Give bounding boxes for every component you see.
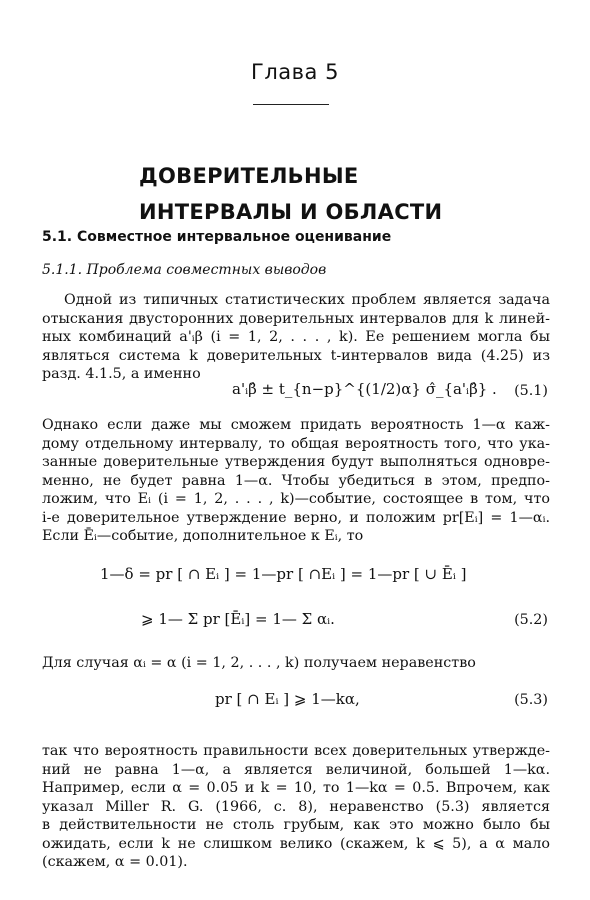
equation-5-2-line2: ⩾ 1— Σ pr [Ēᵢ] = 1— Σ αᵢ. — [141, 610, 335, 628]
paragraph-1 — [42, 291, 550, 384]
chapter-divider — [253, 104, 329, 105]
text-line: являться система k доверительных t-интервалов вида (4.25) из — [42, 347, 550, 364]
text-line: Одной из типичных статистических проблем является задача — [64, 292, 550, 308]
equation-number-5-3: (5.3) — [514, 692, 548, 708]
text-line: отыскания двусторонних доверительных интервалов для k линей- — [42, 310, 550, 327]
section-heading: 5.1. Совместное интервальное оценивание — [42, 229, 392, 245]
paragraph-2 — [42, 416, 550, 546]
text-line: так что вероятность правильности всех доверительных утвержде- — [42, 743, 550, 759]
text-line: разд. 4.1.5, а именно — [42, 366, 201, 382]
text-line: Однако если даже мы сможем придать вероятность 1—α каж- — [42, 417, 550, 433]
chapter-title-line2: ИНТЕРВАЛЫ И ОБЛАСТИ — [139, 200, 443, 224]
text-line: ний не равна 1—α, а является величиной, большей 1—kα. — [42, 761, 550, 778]
equation-number-5-1: (5.1) — [514, 383, 548, 399]
text-line: менно, не будет равна 1—α. Чтобы убедиться в этом, предпо- — [42, 472, 550, 489]
subsection-heading: 5.1.1. Проблема совместных выводов — [42, 262, 327, 278]
text-line: i-е доверительное утверждение верно, и положим pr[Eᵢ] = 1—αᵢ. — [42, 509, 550, 526]
text-line: ложим, что Eᵢ (i = 1, 2, . . . , k)—событие, состоящее в том, что — [42, 491, 550, 507]
text-line: дому отдельному интервалу, то общая вероятность того, что ука- — [42, 435, 550, 452]
text-line: Для случая αᵢ = α (i = 1, 2, . . . , k) получаем неравенство — [42, 655, 476, 671]
text-line: (скажем, α = 0.01). — [42, 854, 188, 870]
text-line: занные доверительные утверждения будут выполняться одновре- — [42, 454, 550, 470]
text-line: ожидать, если k не слишком велико (скажем, k ⩽ 5), а α мало — [42, 835, 550, 852]
paragraph-3 — [42, 654, 550, 673]
equation-5-3: pr [ ∩ Eᵢ ] ⩾ 1—kα, — [215, 690, 360, 708]
paragraph-4 — [42, 742, 550, 872]
equation-5-2-line1: 1—δ = pr [ ∩ Eᵢ ] = 1—pr [ ∩Eᵢ ] = 1—pr [ ∪ Ēᵢ ] — [100, 565, 467, 583]
text-line: в действительности не столь грубым, как это можно было бы — [42, 817, 550, 833]
chapter-title-line1: ДОВЕРИТЕЛЬНЫЕ — [139, 164, 359, 188]
chapter-label: Глава 5 — [251, 60, 339, 84]
text-line: ных комбинаций a'ᵢβ (i = 1, 2, . . . , k). Ее решением могла бы — [42, 329, 550, 345]
equation-number-5-2: (5.2) — [514, 612, 548, 628]
text-line: Если Ēᵢ—событие, дополнительное к Eᵢ, то — [42, 528, 364, 544]
text-line: указал Miller R. G. (1966, с. 8), неравенство (5.3) является — [42, 798, 550, 815]
equation-5-1: a'ᵢβ̂ ± t_{n−p}^{(1/2)α} σ̂_{a'ᵢβ̂} . — [232, 380, 497, 398]
text-line: Например, если α = 0.05 и k = 10, то 1—kα = 0.5. Впрочем, как — [42, 780, 550, 796]
